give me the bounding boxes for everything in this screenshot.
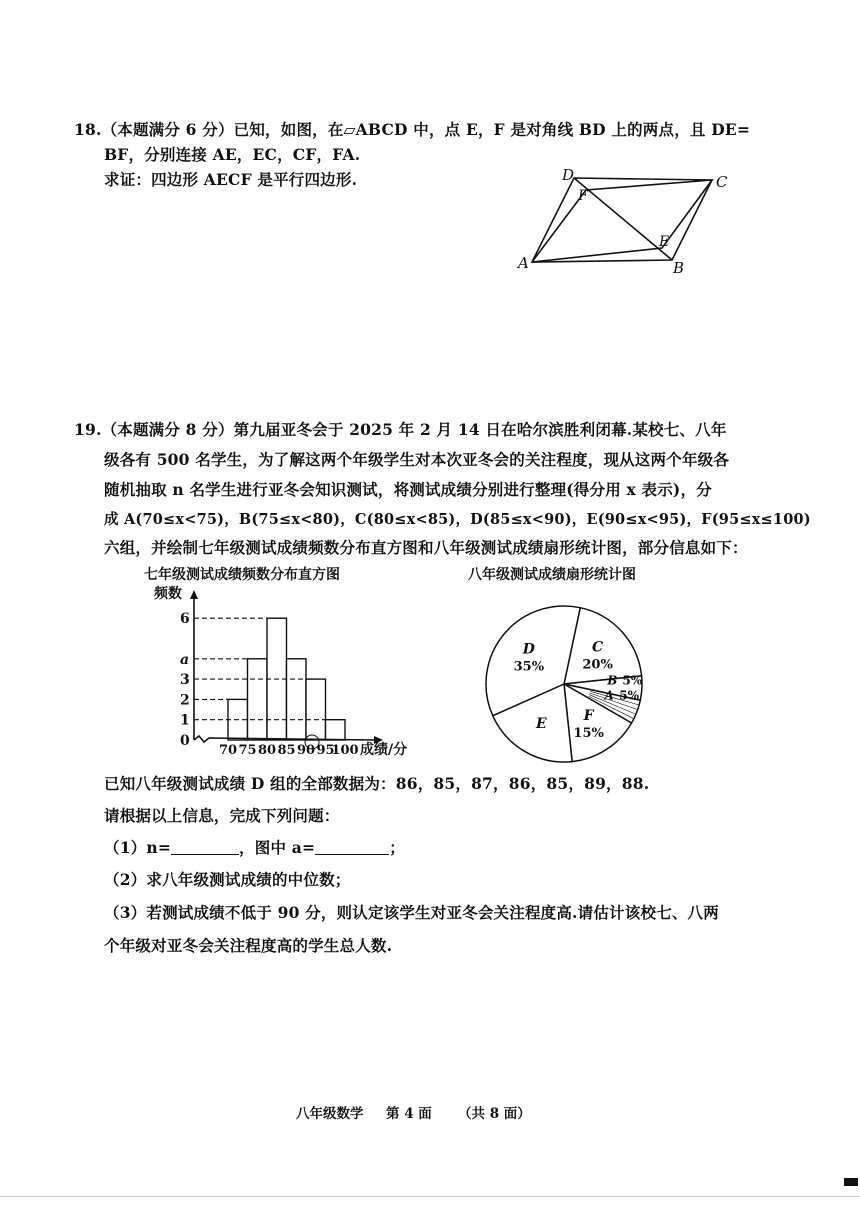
histogram-y-tick: a	[180, 651, 190, 668]
q18-line-3: 求证：四边形 AECF 是平行四边形.	[104, 170, 358, 189]
histogram-x-tick: 90	[296, 743, 316, 758]
histogram-bar-85-90	[287, 659, 307, 740]
q18-line-1: 18.（本题满分 6 分）已知，如图，在▱ABCD 中，点 E，F 是对角线 BD 上的两点，且 DE=	[74, 120, 751, 139]
q18-line-2: BF，分别连接 AE，EC，CF，FA.	[104, 145, 361, 164]
histogram-chart	[150, 582, 450, 762]
histogram-x-tick: 95	[316, 743, 335, 758]
q19-sub3-line-1: （3）若测试成绩不低于 90 分，则认定该学生对亚冬会关注程度高.请估计该校七、八两	[104, 903, 719, 922]
pie-percent-F: 15%	[573, 725, 604, 741]
label-f: F	[578, 188, 588, 204]
histogram-y-tick: 0	[180, 733, 190, 749]
histogram-y-tick: 6	[180, 611, 190, 628]
q19-sub1	[104, 836, 405, 858]
histogram-x-tick: 70	[218, 743, 238, 758]
sub1-end: ；	[389, 838, 405, 857]
histogram-title: 七年级测试成绩频数分布直方图	[144, 567, 340, 583]
label-d: D	[562, 166, 575, 184]
pie-label-A: A	[604, 688, 614, 703]
sub1-a-label: ，图中 a=	[239, 838, 316, 857]
footer-subject: 八年级数学	[296, 1106, 364, 1122]
histogram-bar-90-95	[306, 679, 326, 740]
parallelogram-abcd	[532, 178, 712, 262]
pie-chart	[480, 600, 650, 770]
pie-percent-D: 35%	[513, 659, 545, 675]
histogram-y-label: 频数	[154, 586, 182, 602]
q19-line-3: 随机抽取 n 名学生进行亚冬会知识测试，将测试成绩分别进行整理(得分用 x 表示)，分	[104, 480, 712, 499]
pie-label-D: D	[522, 641, 535, 658]
histogram-x-tick: 85	[277, 743, 296, 758]
histogram-x-tick: 80	[257, 743, 277, 758]
pie-percent-A: 5%	[619, 688, 640, 703]
pie-percent-C: 20%	[582, 657, 613, 673]
histogram-x-label: 成绩/分	[360, 742, 408, 758]
page-bottom-edge	[0, 1196, 860, 1197]
histogram-x-tick: 100	[331, 743, 359, 758]
q19-prompt: 请根据以上信息，完成下列问题：	[104, 806, 340, 825]
histogram-y-tick: 2	[180, 692, 190, 709]
pie-label-B: B	[607, 673, 618, 688]
q19-sub3-line-2: 个年级对亚冬会关注程度高的学生总人数.	[104, 936, 393, 955]
histogram-y-tick: 1	[180, 712, 190, 729]
footer-total: （共 8 面）	[458, 1106, 531, 1122]
answer-blank-a[interactable]	[315, 854, 389, 855]
answer-blank-n[interactable]	[171, 854, 239, 855]
label-e: E	[659, 234, 670, 250]
histogram-x-tick: 75	[238, 743, 257, 758]
q19-given-data: 已知八年级测试成绩 D 组的全部数据为：86，85，87，86，85，89，88.	[104, 774, 650, 793]
parallelogram-figure	[500, 160, 740, 280]
q19-sub2: （2）求八年级测试成绩的中位数；	[104, 870, 351, 889]
q19-line-2: 级各有 500 名学生，为了解这两个年级学生对本次亚冬会的关注程度，现从这两个年级各	[104, 450, 730, 469]
histogram-y-axis-arrow	[190, 590, 198, 599]
pie-label-C: C	[592, 639, 604, 656]
histogram-bar-75-80	[248, 659, 268, 740]
pie-chart-title: 八年级测试成绩扇形统计图	[468, 567, 636, 583]
scan-mark	[844, 1178, 858, 1186]
pie-label-E: E	[536, 716, 547, 733]
sub1-n-label: （1）n=	[104, 838, 172, 857]
label-c: C	[716, 173, 728, 191]
footer-page: 第 4 面	[386, 1106, 432, 1122]
histogram-bar-95-100	[326, 720, 346, 740]
label-a: A	[518, 254, 529, 272]
label-b: B	[673, 259, 685, 277]
q19-line-1: 19.（本题满分 8 分）第九届亚冬会于 2025 年 2 月 14 日在哈尔滨胜利闭幕.某校七、八年	[74, 420, 727, 439]
histogram-y-tick: 3	[180, 672, 190, 689]
pie-percent-B: 5%	[622, 673, 643, 688]
q19-line-4: 成 A(70≤x<75)，B(75≤x<80)，C(80≤x<85)，D(85≤x<90)，E(90≤x<95)，F(95≤x≤100)	[104, 511, 811, 528]
pie-label-F: F	[583, 707, 594, 724]
q19-line-5: 六组，并绘制七年级测试成绩频数分布直方图和八年级测试成绩扇形统计图，部分信息如下：	[104, 538, 748, 557]
quadrilateral-aecf	[532, 180, 712, 262]
